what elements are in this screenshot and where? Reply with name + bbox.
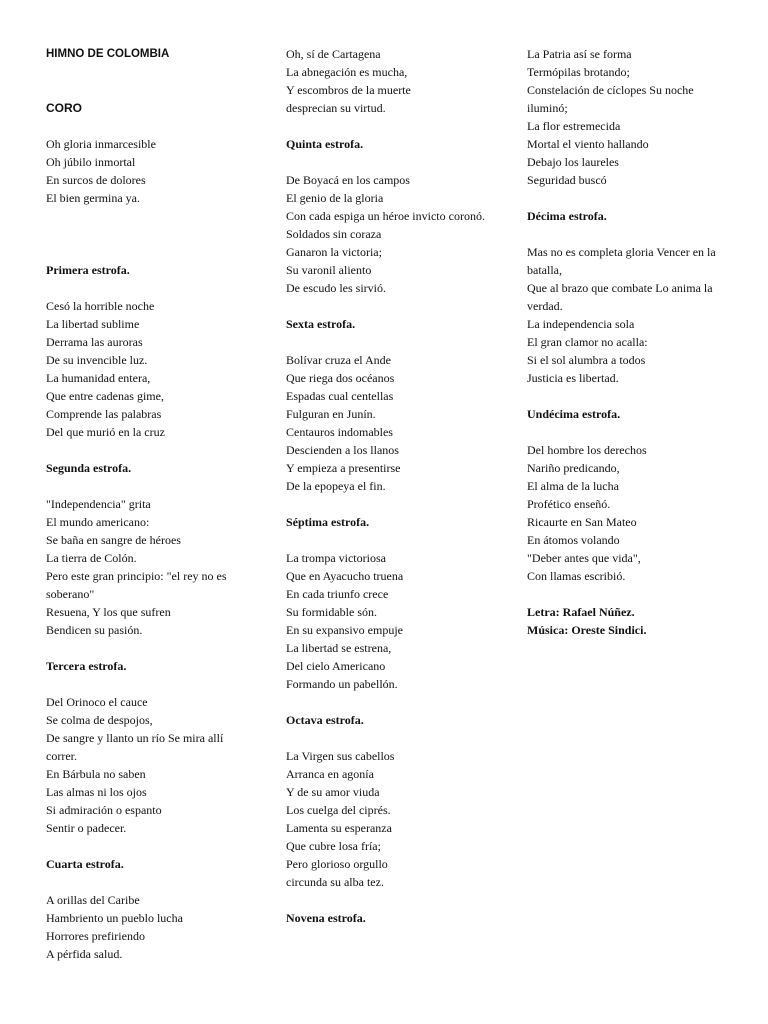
stanza-tercera (46, 693, 246, 837)
verse-line: A pérfida salud. (46, 947, 123, 961)
verse-line: Bendicen su pasión. (46, 623, 143, 637)
verse-line: Y empieza a presentirse (286, 461, 401, 475)
verse-line: Del hombre los derechos (527, 443, 647, 457)
verse-line: La humanidad entera, (46, 371, 151, 385)
column-3 (527, 45, 732, 639)
verse-line: La abnegación es mucha, (286, 65, 408, 79)
credits (527, 603, 732, 639)
verse-line: "Deber antes que vida", (527, 551, 641, 565)
stanza-novena (527, 45, 732, 189)
verse-line: El genio de la gloria (286, 191, 384, 205)
verse-line: Justicia es libertad. (527, 371, 619, 385)
verse-line: Las almas ni los ojos (46, 785, 147, 799)
verse-line: Que al brazo que combate Lo anima la verdad. (527, 281, 713, 313)
verse-line: Se baña en sangre de héroes (46, 533, 181, 547)
stanza-heading: Quinta estrofa. (286, 137, 364, 151)
stanza-heading: Sexta estrofa. (286, 317, 356, 331)
stanza-segunda (46, 495, 246, 639)
stanza-septima (286, 549, 486, 693)
stanza-cuarta-part-2 (286, 45, 486, 117)
verse-line: Sentir o padecer. (46, 821, 127, 835)
verse-line: En Bárbula no saben (46, 767, 146, 781)
verse-line: El alma de la lucha (527, 479, 619, 493)
stanza-undecima (527, 441, 732, 585)
verse-line: De la epopeya el fin. (286, 479, 386, 493)
stanza-octava (286, 747, 486, 891)
verse-line: La libertad sublime (46, 317, 140, 331)
verse-line: Que riega dos océanos (286, 371, 395, 385)
stanza-sexta (286, 351, 486, 495)
verse-line: La trompa victoriosa (286, 551, 386, 565)
stanza-quinta (286, 171, 486, 297)
verse-line: Oh, sí de Cartagena (286, 47, 381, 61)
verse-line: Oh júbilo inmortal (46, 155, 136, 169)
verse-line: Termópilas brotando; (527, 65, 630, 79)
coro-stanza (46, 135, 246, 207)
verse-line: La libertad se estrena, (286, 641, 392, 655)
verse-line: Soldados sin coraza (286, 227, 382, 241)
stanza-cuarta-part-1 (46, 891, 246, 963)
verse-line: "Independencia" grita (46, 497, 151, 511)
verse-line: Descienden a los llanos (286, 443, 399, 457)
verse-line: Derrama las auroras (46, 335, 143, 349)
verse-line: Mortal el viento hallando (527, 137, 649, 151)
verse-line: La independencia sola (527, 317, 635, 331)
verse-line: De Boyacá en los campos (286, 173, 410, 187)
verse-line: Si el sol alumbra a todos (527, 353, 646, 367)
verse-line: Pero este gran principio: "el rey no es soberano" (46, 569, 227, 601)
stanza-heading: Tercera estrofa. (46, 659, 127, 673)
stanza-heading: Primera estrofa. (46, 263, 130, 277)
column-2 (286, 45, 486, 927)
verse-line: Con cada espiga un héroe invicto coronó. (286, 209, 485, 223)
verse-line: Arranca en agonía (286, 767, 374, 781)
verse-line: Ganaron la victoria; (286, 245, 382, 259)
verse-line: La Patria así se forma (527, 47, 632, 61)
coro-heading: CORO (46, 101, 82, 115)
verse-line: La tierra de Colón. (46, 551, 137, 565)
verse-line: La Virgen sus cabellos (286, 749, 395, 763)
verse-line: Formando un pabellón. (286, 677, 398, 691)
verse-line: Horrores prefiriendo (46, 929, 145, 943)
verse-line: Espadas cual centellas (286, 389, 394, 403)
verse-line: Con llamas escribió. (527, 569, 626, 583)
verse-line: Que entre cadenas gime, (46, 389, 164, 403)
verse-line: A orillas del Caribe (46, 893, 140, 907)
verse-line: Comprende las palabras (46, 407, 162, 421)
document-title: HIMNO DE COLOMBIA (46, 48, 170, 60)
verse-line: Seguridad buscó (527, 173, 607, 187)
stanza-heading: Octava estrofa. (286, 713, 364, 727)
verse-line: Si admiración o espanto (46, 803, 162, 817)
verse-line: Mas no es completa gloria Vencer en la batalla, (527, 245, 716, 277)
verse-line: Del Orinoco el cauce (46, 695, 148, 709)
credit-musica: Música: Oreste Sindici. (527, 623, 647, 637)
stanza-heading: Décima estrofa. (527, 209, 607, 223)
column-1 (46, 45, 246, 963)
stanza-primera (46, 297, 246, 441)
verse-line: De sangre y llanto un río Se mira allí correr. (46, 731, 224, 763)
verse-line: Su formidable són. (286, 605, 377, 619)
verse-line: Su varonil aliento (286, 263, 372, 277)
verse-line: El bien germina ya. (46, 191, 140, 205)
verse-line: Resuena, Y los que sufren (46, 605, 171, 619)
verse-line: Pero glorioso orgullo (286, 857, 388, 871)
verse-line: Y de su amor viuda (286, 785, 380, 799)
verse-line: circunda su alba tez. (286, 875, 384, 889)
verse-line: Hambriento un pueblo lucha (46, 911, 183, 925)
verse-line: Ricaurte en San Mateo (527, 515, 637, 529)
verse-line: Que en Ayacucho truena (286, 569, 404, 583)
verse-line: desprecian su virtud. (286, 101, 386, 115)
verse-line: En cada triunfo crece (286, 587, 389, 601)
stanza-heading: Segunda estrofa. (46, 461, 132, 475)
stanza-heading: Cuarta estrofa. (46, 857, 124, 871)
verse-line: Los cuelga del ciprés. (286, 803, 391, 817)
verse-line: De escudo les sirvió. (286, 281, 386, 295)
verse-line: Fulguran en Junín. (286, 407, 376, 421)
stanza-decima (527, 243, 732, 387)
verse-line: En su expansivo empuje (286, 623, 403, 637)
verse-line: Cesó la horrible noche (46, 299, 155, 313)
stanza-heading: Undécima estrofa. (527, 407, 621, 421)
verse-line: En átomos volando (527, 533, 620, 547)
verse-line: El mundo americano: (46, 515, 150, 529)
verse-line: En surcos de dolores (46, 173, 146, 187)
verse-line: El gran clamor no acalla: (527, 335, 648, 349)
verse-line: Y escombros de la muerte (286, 83, 411, 97)
stanza-heading: Novena estrofa. (286, 911, 366, 925)
verse-line: Constelación de cíclopes Su noche iluminó; (527, 83, 694, 115)
verse-line: De su invencible luz. (46, 353, 148, 367)
verse-line: Bolívar cruza el Ande (286, 353, 391, 367)
verse-line: Del que murió en la cruz (46, 425, 165, 439)
verse-line: Lamenta su esperanza (286, 821, 392, 835)
verse-line: Profético enseñó. (527, 497, 611, 511)
stanza-heading: Séptima estrofa. (286, 515, 370, 529)
verse-line: La flor estremecida (527, 119, 621, 133)
verse-line: Oh gloria inmarcesible (46, 137, 156, 151)
verse-line: Se colma de despojos, (46, 713, 153, 727)
verse-line: Centauros indomables (286, 425, 393, 439)
verse-line: Que cubre losa fría; (286, 839, 381, 853)
verse-line: Del cielo Americano (286, 659, 386, 673)
credit-letra: Letra: Rafael Núñez. (527, 605, 635, 619)
verse-line: Debajo los laureles (527, 155, 619, 169)
verse-line: Nariño predicando, (527, 461, 620, 475)
